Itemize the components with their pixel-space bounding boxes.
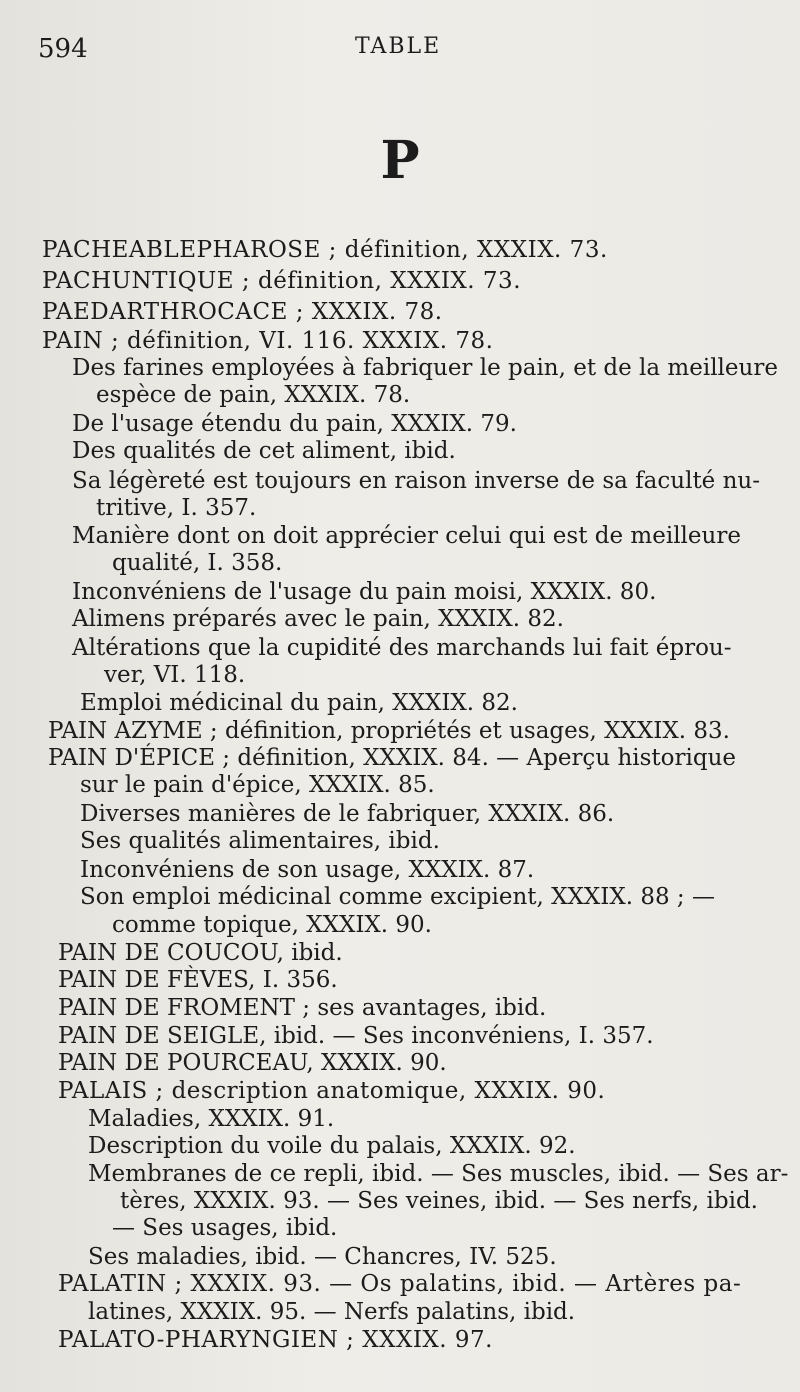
index-line: PAIN DE FROMENT ; ses avantages, ibid. [58,995,547,1021]
index-line: Manière dont on doit apprécier celui qui est de meilleure [72,523,741,549]
index-line: Inconvéniens de son usage, XXXIX. 87. [80,857,535,883]
index-line: Alimens préparés avec le pain, XXXIX. 82. [72,606,564,632]
index-line: PALAIS ; description anatomique, XXXIX. 90. [58,1078,606,1104]
index-line: espèce de pain, XXXIX. 78. [96,382,411,408]
index-line: Sa légèreté est toujours en raison inverse de sa faculté nu- [72,468,761,494]
page-number: 594 [38,34,88,64]
index-line: PAIN AZYME ; définition, propriétés et usages, XXXIX. 83. [48,718,730,744]
index-line: tritive, I. 357. [96,495,257,521]
section-letter: P [380,130,420,191]
index-line: PAIN DE POURCEAU, XXXIX. 90. [58,1050,447,1076]
index-line: Emploi médicinal du pain, XXXIX. 82. [80,690,518,716]
index-line: Inconvéniens de l'usage du pain moisi, XXXIX. 80. [72,579,657,605]
index-line: qualité, I. 358. [112,550,283,576]
index-line: comme topique, XXXIX. 90. [112,912,432,938]
index-line: Des qualités de cet aliment, ibid. [72,438,456,464]
index-line: PACHUNTIQUE ; définition, XXXIX. 73. [42,268,521,294]
index-line: Ses maladies, ibid. — Chancres, IV. 525. [88,1244,557,1270]
index-line: PAIN D'ÉPICE ; définition, XXXIX. 84. — Aperçu historique [48,745,737,771]
index-line: latines, XXXIX. 95. — Nerfs palatins, ibid. [88,1299,576,1325]
index-line: PAIN ; définition, VI. 116. XXXIX. 78. [42,328,494,354]
index-line: Diverses manières de le fabriquer, XXXIX. 86. [80,801,615,827]
index-line: — Ses usages, ibid. [112,1215,338,1241]
index-line: PAEDARTHROCACE ; XXXIX. 78. [42,299,443,325]
index-line: PAIN DE SEIGLE, ibid. — Ses inconvéniens, I. 357. [58,1023,654,1049]
index-line: De l'usage étendu du pain, XXXIX. 79. [72,411,517,437]
index-line: PALATO-PHARYNGIEN ; XXXIX. 97. [58,1327,493,1353]
index-line: tères, XXXIX. 93. — Ses veines, ibid. — Ses nerfs, ibid. [120,1188,758,1214]
index-line: Membranes de ce repli, ibid. — Ses muscles, ibid. — Ses ar- [88,1161,789,1187]
index-line: Description du voile du palais, XXXIX. 92. [88,1133,576,1159]
index-line: Maladies, XXXIX. 91. [88,1106,335,1132]
index-line: PALATIN ; XXXIX. 93. — Os palatins, ibid. — Artères pa- [58,1271,742,1297]
index-line: PACHEABLEPHAROSE ; définition, XXXIX. 73. [42,237,608,263]
index-line: PAIN DE FÈVES, I. 356. [58,967,338,993]
index-line: Altérations que la cupidité des marchands lui fait éprou- [72,635,732,661]
running-title: TABLE [355,34,442,59]
index-line: Ses qualités alimentaires, ibid. [80,828,440,854]
index-line: ver, VI. 118. [104,662,246,688]
index-line: Des farines employées à fabriquer le pain, et de la meilleure [72,355,778,381]
index-line: PAIN DE COUCOU, ibid. [58,940,343,966]
index-line: sur le pain d'épice, XXXIX. 85. [80,772,435,798]
index-line: Son emploi médicinal comme excipient, XXXIX. 88 ; — [80,884,715,910]
